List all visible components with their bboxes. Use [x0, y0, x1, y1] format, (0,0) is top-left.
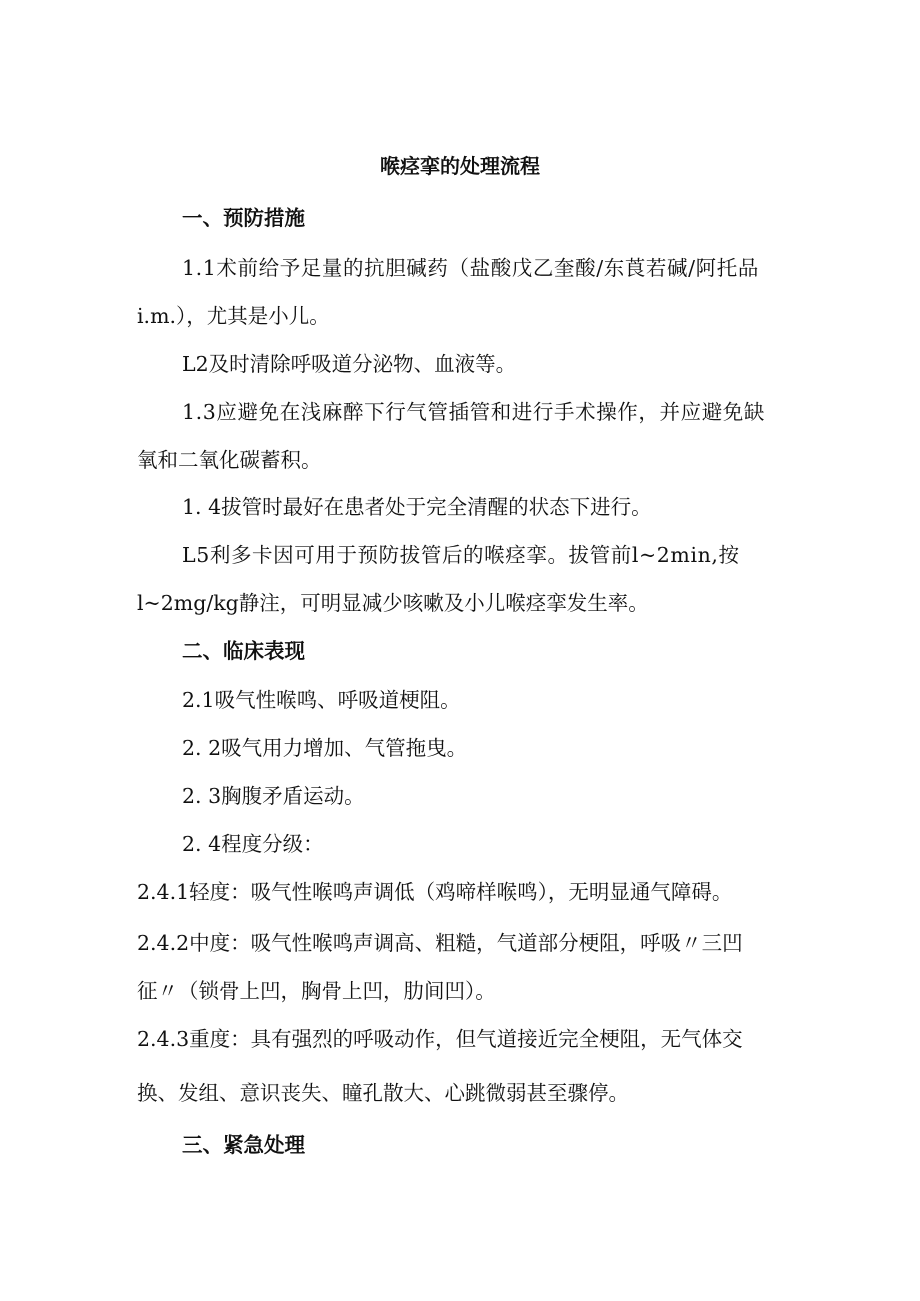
paragraph-line: 2. 4程度分级：	[182, 832, 324, 856]
paragraph-line: L2及时清除呼吸道分泌物、血液等。	[182, 352, 517, 376]
paragraph-line: 2.1吸气性喉鸣、呼吸道梗阻。	[182, 688, 461, 712]
paragraph-line: 1.1术前给予足量的抗胆碱药（盐酸戊乙奎酸/东莨若碱/阿托品	[182, 256, 759, 280]
section-heading-prevention: 一、预防措施	[182, 206, 305, 230]
paragraph-line: i.m.），尤其是小儿。	[137, 304, 330, 328]
paragraph-line: 2. 2吸气用力增加、气管拖曳。	[182, 736, 468, 760]
paragraph-line: 征〃（锁骨上凹，胸骨上凹，肋间凹）。	[137, 979, 496, 1003]
paragraph-line: 2.4.3重度：具有强烈的呼吸动作，但气道接近完全梗阻，无气体交	[137, 1027, 743, 1051]
paragraph-line: 2.4.1轻度：吸气性喉鸣声调低（鸡啼样喉鸣），无明显通气障碍。	[137, 880, 733, 904]
paragraph-line: 氧和二氧化碳蓄积。	[137, 448, 322, 472]
paragraph-line: l~2mg/kg静注，可明显减少咳嗽及小儿喉痉挛发生率。	[137, 591, 649, 615]
section-heading-emergency: 三、紧急处理	[182, 1133, 305, 1157]
paragraph-line: 2.4.2中度：吸气性喉鸣声调高、粗糙，气道部分梗阻，呼吸〃三凹	[137, 931, 743, 955]
paragraph-line: 换、发组、意识丧失、瞳孔散大、心跳微弱甚至骤停。	[137, 1081, 629, 1105]
paragraph-line: 1. 4拔管时最好在患者处于完全清醒的状态下进行。	[182, 495, 652, 519]
paragraph-line: L5利多卡因可用于预防拔管后的喉痉挛。拔管前l~2min,按	[182, 543, 740, 567]
document-title: 喉痉挛的处理流程	[380, 154, 540, 178]
section-heading-clinical: 二、临床表现	[182, 639, 305, 663]
paragraph-line: 2. 3胸腹矛盾运动。	[182, 784, 365, 808]
paragraph-line: 1.3应避免在浅麻醉下行气管插管和进行手术操作，并应避免缺	[182, 400, 765, 424]
